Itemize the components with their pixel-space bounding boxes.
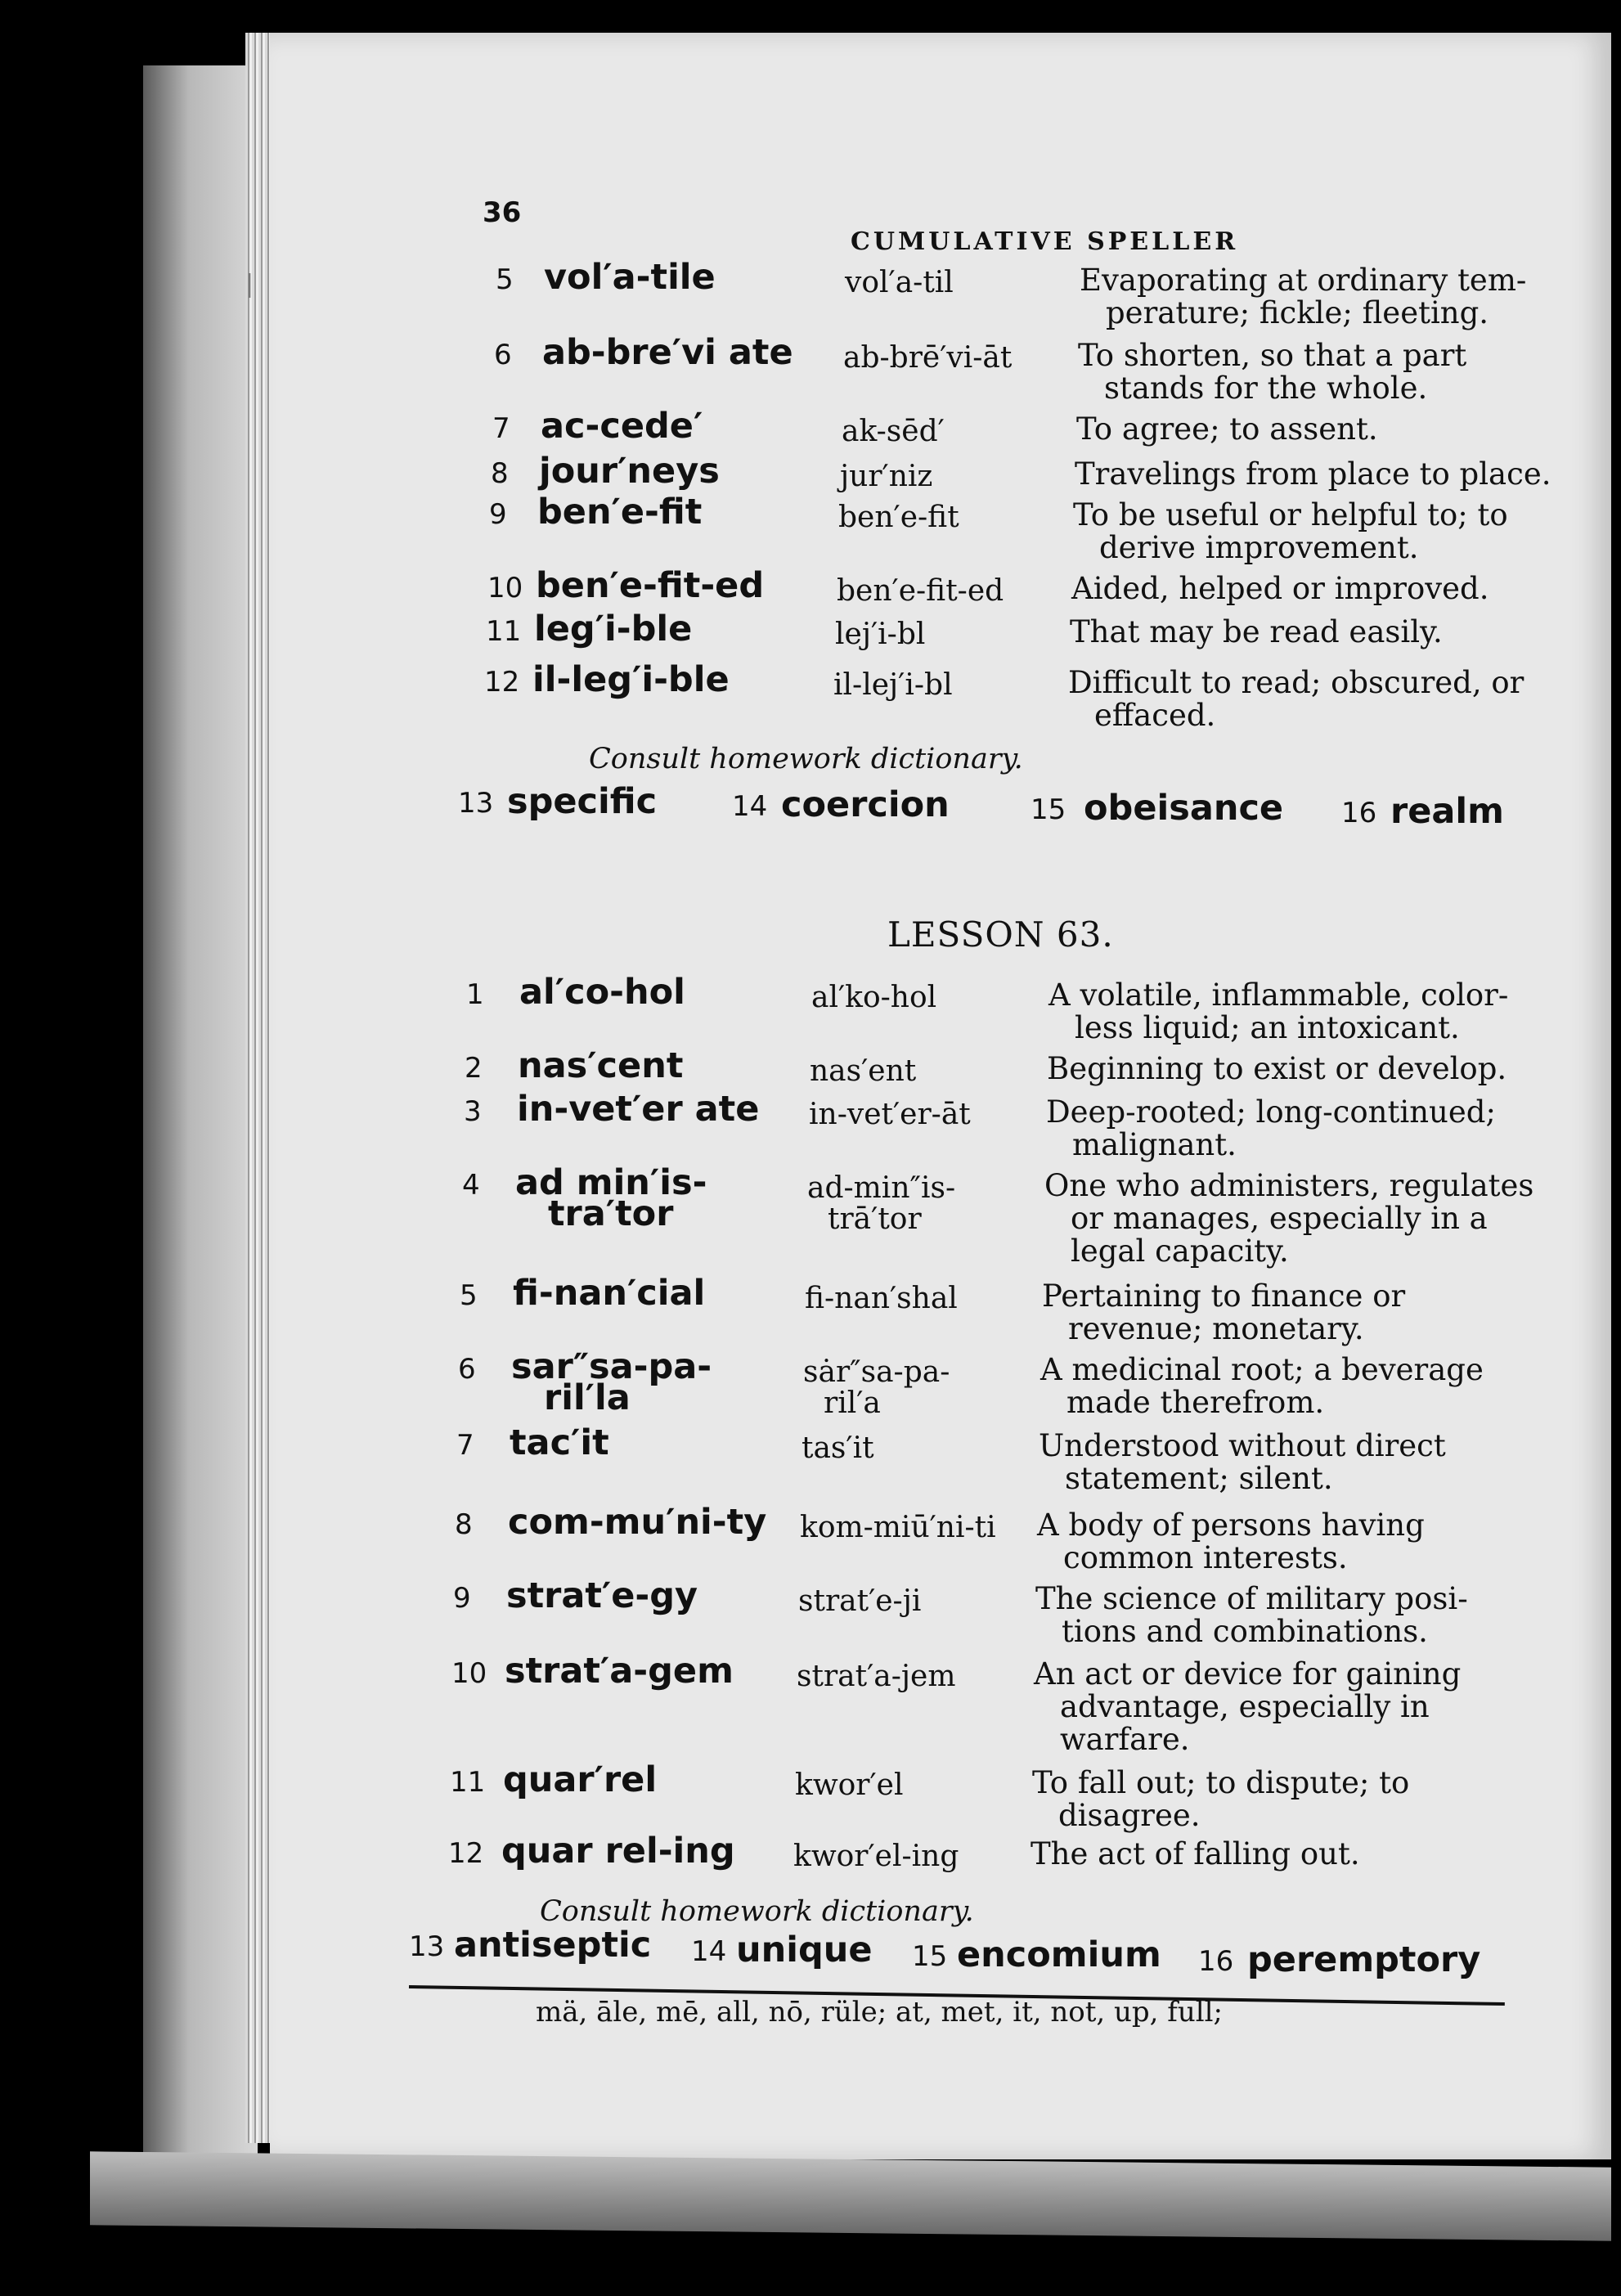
lesson-title: LESSON 63. [887, 914, 1114, 955]
definition-line: made therefrom. [1066, 1385, 1325, 1420]
entry-pronunciation: ab-brē′vi-āt [843, 341, 1013, 375]
definition-line: tions and combinations. [1062, 1614, 1428, 1649]
extra-number: 14 [691, 1935, 727, 1968]
entry-word: strat′e-gy [506, 1575, 698, 1616]
extra-number: 16 [1198, 1945, 1234, 1978]
definition-line: Beginning to exist or develop. [1047, 1051, 1507, 1086]
entry-word: tac′it [510, 1422, 609, 1463]
definition-line: derive improvement. [1099, 530, 1419, 565]
entry-pronunciation: il-lej′i-bl [833, 668, 953, 702]
entry-definition [1044, 1170, 1551, 1268]
definition-line: common interests. [1063, 1540, 1348, 1575]
entry-pronunciation: sȧr″sa-pa- [803, 1355, 950, 1389]
page-number: 36 [483, 196, 522, 229]
entry-definition [1070, 616, 1577, 649]
definition-line: That may be read easily. [1070, 614, 1443, 649]
extra-word: peremptory [1247, 1939, 1481, 1980]
definition-line: or manages, especially in a [1071, 1201, 1488, 1236]
entry-definition [1031, 1838, 1538, 1871]
entry-word: ben′e-fit-ed [536, 565, 765, 606]
entry-definition [1076, 413, 1583, 446]
entry-definition [1075, 458, 1582, 491]
entry-pronunciation: ben′e-fit-ed [837, 574, 1004, 608]
entry-word: al′co-hol [519, 972, 685, 1013]
definition-line: advantage, especially in [1060, 1689, 1430, 1724]
definition-line: Deep-rooted; long-continued; [1046, 1094, 1496, 1130]
definition-line: Aided, helped or improved. [1071, 571, 1489, 606]
entry-word: il-leg′i-ble [532, 659, 730, 700]
definition-line: warfare. [1060, 1722, 1190, 1757]
definition-line: To agree; to assent. [1076, 411, 1378, 447]
entry-definition [1080, 264, 1587, 330]
entry-pronunciation: fi-nan′shal [805, 1282, 958, 1315]
pronunciation-key: mä, āle, mē, all, nō, rüle; at, met, it, not, up, full; [536, 1996, 1223, 2029]
entry-word: jour′neys [539, 451, 720, 492]
entry-definition [1068, 667, 1575, 732]
extra-number: 15 [1031, 793, 1066, 826]
definition-line: Understood without direct [1039, 1428, 1446, 1463]
entry-pronunciation: lej′i-bl [835, 618, 926, 651]
definition-line: Evaporating at ordinary tem- [1080, 263, 1527, 298]
definition-line: A body of persons having [1037, 1507, 1425, 1543]
entry-word: ad min′is- [515, 1162, 707, 1203]
extra-number: 16 [1341, 797, 1377, 829]
entry-pronunciation: kwor′el [795, 1768, 904, 1802]
entry-number: 8 [455, 1508, 473, 1541]
entry-number: 9 [453, 1582, 471, 1615]
entry-pronunciation: nas′ent [810, 1054, 917, 1088]
consult-note-lesson: Consult homework dictionary. [540, 1895, 974, 1928]
entry-word: ac-cede′ [541, 406, 703, 447]
entry-word: in-vet′er ate [517, 1089, 760, 1130]
definition-line: The act of falling out. [1031, 1836, 1360, 1871]
entry-definition [1042, 1280, 1549, 1346]
definition-line: An act or device for gaining [1034, 1656, 1462, 1692]
entry-pronunciation: al′ko-hol [811, 981, 937, 1014]
running-head: CUMULATIVE SPELLER [851, 227, 1239, 256]
entry-definition [1047, 1053, 1554, 1085]
entry-word: tra′tor [548, 1193, 674, 1234]
definition-line: To be useful or helpful to; to [1073, 497, 1508, 532]
definition-line: One who administers, regulates [1044, 1168, 1534, 1203]
page-bottom-edge [90, 2151, 1611, 2240]
entry-pronunciation: ril′a [824, 1386, 881, 1420]
extra-number: 14 [732, 790, 768, 823]
extra-word: obeisance [1084, 788, 1284, 829]
entry-pronunciation: tas′it [802, 1431, 874, 1465]
entry-number: 9 [489, 498, 507, 531]
definition-line: Difficult to read; obscured, or [1068, 665, 1524, 700]
entry-number: 2 [465, 1052, 483, 1085]
entry-word: vol′a-tile [544, 257, 716, 298]
definition-line: A volatile, inflammable, color- [1048, 977, 1509, 1013]
definition-line: disagree. [1058, 1798, 1201, 1833]
scan-speck: | [245, 270, 254, 299]
entry-number: 7 [492, 412, 510, 445]
definition-line: To shorten, so that a part [1078, 338, 1467, 373]
definition-line: effaced. [1094, 698, 1216, 733]
extra-word: realm [1390, 791, 1504, 832]
entry-word: ab-bre′vi ate [542, 332, 793, 373]
entry-definition [1073, 499, 1580, 564]
entry-definition [1034, 1658, 1541, 1756]
entry-definition [1048, 979, 1556, 1045]
entry-number: 11 [450, 1766, 486, 1799]
extra-number: 15 [912, 1940, 948, 1973]
entry-number: 5 [496, 263, 514, 296]
entry-number: 12 [448, 1837, 484, 1870]
entry-number: 7 [456, 1429, 474, 1462]
entry-definition [1035, 1583, 1542, 1648]
entry-pronunciation: strat′e-ji [798, 1584, 922, 1618]
entry-pronunciation: vol′a-til [845, 266, 954, 299]
extra-word: coercion [781, 784, 950, 825]
entry-definition [1071, 573, 1578, 605]
definition-line: Travelings from place to place. [1075, 456, 1551, 492]
definition-line: revenue; monetary. [1068, 1311, 1364, 1346]
definition-line: To fall out; to dispute; to [1032, 1765, 1410, 1800]
entry-pronunciation: in-vet′er-āt [809, 1098, 971, 1131]
entry-number: 1 [466, 978, 484, 1011]
entry-number: 11 [486, 615, 522, 648]
entry-number: 4 [462, 1169, 480, 1202]
entry-word: leg′i-ble [534, 609, 693, 649]
entry-pronunciation: trā′tor [828, 1202, 922, 1236]
definition-line: less liquid; an intoxicant. [1075, 1010, 1460, 1045]
definition-line: A medicinal root; a beverage [1040, 1352, 1484, 1387]
definition-line: statement; silent. [1065, 1461, 1333, 1496]
entry-number: 8 [491, 457, 509, 490]
entry-word: ben′e-fit [537, 492, 703, 532]
extra-number: 13 [458, 787, 494, 820]
definition-line: The science of military posi- [1035, 1581, 1468, 1616]
entry-word: strat′a-gem [505, 1651, 734, 1692]
extra-word: antiseptic [454, 1925, 652, 1966]
entry-number: 10 [487, 572, 523, 604]
entry-word: quar′rel [503, 1759, 658, 1800]
entry-number: 3 [464, 1095, 482, 1128]
definition-line: malignant. [1072, 1127, 1237, 1162]
entry-word: com-mu′ni-ty [508, 1502, 767, 1543]
entry-word: sar″sa-pa- [511, 1346, 712, 1387]
entry-pronunciation: strat′a-jem [797, 1660, 956, 1693]
entry-pronunciation: ben′e-fit [838, 501, 959, 534]
entry-pronunciation: kom-miū′ni-ti [800, 1511, 996, 1544]
entry-number: 6 [494, 339, 512, 371]
entry-number: 5 [460, 1279, 478, 1312]
entry-definition [1046, 1096, 1553, 1161]
extra-word: encomium [957, 1934, 1161, 1975]
entry-word: ril′la [544, 1377, 631, 1418]
entry-pronunciation: kwor′el-ing [793, 1840, 959, 1873]
entry-definition [1078, 339, 1585, 405]
book-spine-shadow [143, 65, 258, 2208]
entry-definition [1040, 1354, 1547, 1419]
entry-pronunciation: jur′niz [840, 460, 933, 493]
definition-line: perature; fickle; fleeting. [1106, 295, 1489, 330]
entry-word: fi-nan′cial [513, 1273, 706, 1314]
entry-number: 10 [451, 1657, 487, 1690]
entry-number: 12 [484, 666, 520, 699]
definition-line: stands for the whole. [1104, 371, 1428, 406]
entry-definition [1037, 1509, 1544, 1575]
entry-definition [1039, 1430, 1546, 1495]
definition-line: legal capacity. [1071, 1233, 1289, 1269]
entry-word: quar rel-ing [501, 1831, 735, 1871]
entry-pronunciation: ak-sēd′ [842, 415, 945, 448]
extra-number: 13 [409, 1930, 445, 1963]
entry-word: nas′cent [518, 1045, 684, 1086]
extra-word: specific [507, 781, 658, 822]
definition-line: Pertaining to finance or [1042, 1278, 1406, 1314]
entry-number: 6 [458, 1353, 476, 1386]
extra-word: unique [736, 1930, 873, 1970]
entry-pronunciation: ad-min″is- [807, 1171, 956, 1205]
entry-definition [1032, 1767, 1539, 1832]
consult-note-top: Consult homework dictionary. [589, 743, 1023, 775]
